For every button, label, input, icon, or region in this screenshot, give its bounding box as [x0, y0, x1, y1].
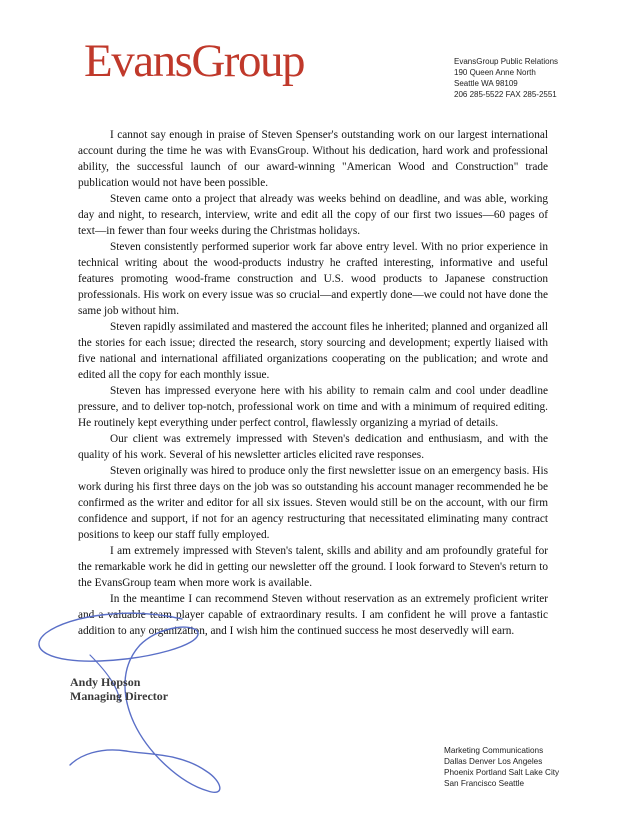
offices-line: Dallas Denver Los Angeles: [444, 757, 543, 766]
paragraph: I am extremely impressed with Steven's talent, skills and ability and am profoundly grateful for the remarkable work he did in getting our newsletter off the ground. I look forward to Steven's return to the EvansGroup team when more work is available.: [78, 545, 548, 589]
contact-line-city: Seattle WA 98109: [454, 79, 518, 88]
paragraph: Our client was extremely impressed with Steven's dedication and enthusiasm, and with the quality of his work. Several of his newsletter articles elicited rave responses.: [78, 433, 548, 461]
paragraph: Steven came onto a project that already was weeks behind on deadline, and was able, working day and night, to research, interview, write and edit all the copy of our first two issues—60 pages of text—in fewer than four weeks during the Christmas holidays.: [78, 193, 548, 237]
paragraph: I cannot say enough in praise of Steven Spenser's outstanding work on our largest international account during the time he was with EvansGroup. Without his dedication, hard work and professional ability, the successful launch of our award-winning "American Wood and Construction" trade publication would not have been possible.: [78, 129, 548, 189]
signatory-name: Andy Hopson: [70, 675, 141, 689]
handwritten-signature: [30, 605, 250, 805]
company-logo: EvansGroup: [84, 35, 304, 87]
signatory-block: [70, 675, 168, 703]
paragraph: In the meantime I can recommend Steven without reservation as an extremely proficient writer and a valuable team player capable of extraordinary results. I am confident he will prove a fantastic addition to any organization, and I wish him the continued success he most deservedly will earn.: [78, 593, 548, 637]
paragraph: Steven has impressed everyone here with his ability to remain calm and cool under deadline pressure, and to deliver top-notch, professional work on time and with a minimum of required editing. He routinely kept everything under perfect control, flawlessly organizing a myriad of details.: [78, 385, 548, 429]
offices-block: [444, 745, 559, 789]
offices-line: San Francisco Seattle: [444, 779, 525, 788]
paragraph: Steven rapidly assimilated and mastered the account files he inherited; planned and organized all the stories for each issue; directed the research, story sourcing and development; expertly liaised with five national and international affiliated organizations cooperating on the publication; and wrote and edited all the copy for each monthly issue.: [78, 321, 548, 381]
paragraph: Steven consistently performed superior work far above entry level. With no prior experience in technical writing about the wood-products industry he crafted interesting, informative and useful features promoting wood-frame construction and U.S. wood products to Japanese construction professionals. His work on every issue was so crucial—and expertly done—we could not have done the same job without him.: [78, 241, 548, 317]
paragraph: Steven originally was hired to produce only the first newsletter issue on an emergency basis. His work during his first three days on the job was so outstanding his account manager recommended he be confirmed as the writer and editor for all six issues. Steven would still be on the account, with our firm confidence and support, if not for an agency restructuring that necessitated eliminating many contract positions to keep our staff fully employed.: [78, 465, 548, 541]
signatory-title: Managing Director: [70, 689, 169, 703]
offices-line: Phoenix Portland Salt Lake City: [444, 768, 560, 777]
letter-body: [78, 127, 548, 639]
offices-line: Marketing Communications: [444, 746, 544, 755]
contact-line-department: EvansGroup Public Relations: [454, 57, 559, 66]
contact-line-phone: 206 285-5522 FAX 285-2551: [454, 90, 557, 99]
contact-line-street: 190 Queen Anne North: [454, 68, 536, 77]
contact-block: [454, 56, 558, 100]
